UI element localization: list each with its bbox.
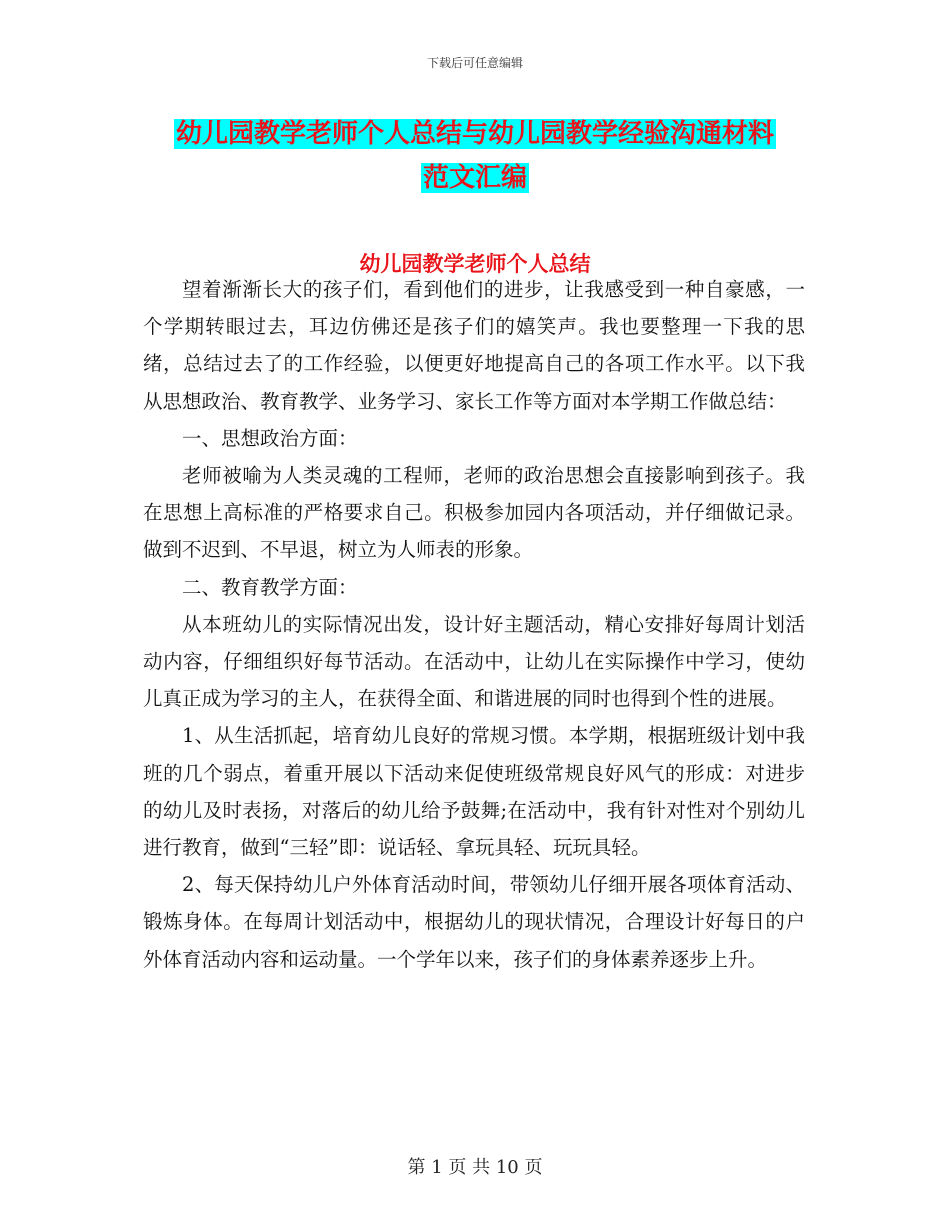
document-title-line-1 xyxy=(0,113,950,150)
subheading-teaching: 二、教育教学方面： xyxy=(182,575,358,599)
paragraph-political: 老师被喻为人类灵魂的工程师，老师的政治思想会直接影响到孩子。我在思想上高标准的严格要求自己。积极参加园内各项活动，并仔细做记录。做到不迟到、不早退，树立为人师表的形象。 xyxy=(143,464,805,562)
subheading-political: 一、思想政治方面： xyxy=(182,426,358,450)
header-note: 下载后可任意编辑 xyxy=(426,56,523,70)
paragraph-teaching: 从本班幼儿的实际情况出发，设计好主题活动，精心安排好每周计划活动内容，仔细组织好每节活动。在活动中，让幼儿在实际操作中学习，使幼儿真正成为学习的主人，在获得全面、和谐进展的同时也得到个性的进展。 xyxy=(143,612,805,711)
document-title-line-2 xyxy=(0,157,950,194)
document-title-text-2: 范文汇编 xyxy=(422,163,527,193)
document-title-text-1: 幼儿园教学老师个人总结与幼儿园教学经验沟通材料 xyxy=(175,119,774,149)
paragraph-item-2: 2、每天保持幼儿户外体育活动时间，带领幼儿仔细开展各项体育活动、锻炼身体。在每周计划活动中，根据幼儿的现状情况，合理设计好每日的户外体育活动内容和运动量。一个学年以来，孩子们的身体素养逐步上升。 xyxy=(143,873,805,971)
document-body xyxy=(143,271,805,978)
section-heading: 幼儿园教学老师个人总结 xyxy=(359,252,591,276)
page-footer: 第 1 页 共 10 页 xyxy=(407,1157,543,1178)
paragraph-item-1: 1、从生活抓起，培育幼儿良好的常规习惯。本学期，根据班级计划中我班的几个弱点，着重开展以下活动来促使班级常规良好风气的形成：对进步的幼儿及时表扬，对落后的幼儿给予鼓舞;在活动中，我有针对性对个别幼儿进行教育，做到“三轻”即：说话轻、拿玩具轻、玩玩具轻。 xyxy=(143,724,805,860)
paragraph-intro: 望着渐渐长大的孩子们，看到他们的进步，让我感受到一种自豪感，一个学期转眼过去，耳边仿佛还是孩子们的嬉笑声。我也要整理一下我的思绪，总结过去了的工作经验，以便更好地提高自己的各项工作水平。以下我从思想政治、教育教学、业务学习、家长工作等方面对本学期工作做总结： xyxy=(143,278,805,413)
